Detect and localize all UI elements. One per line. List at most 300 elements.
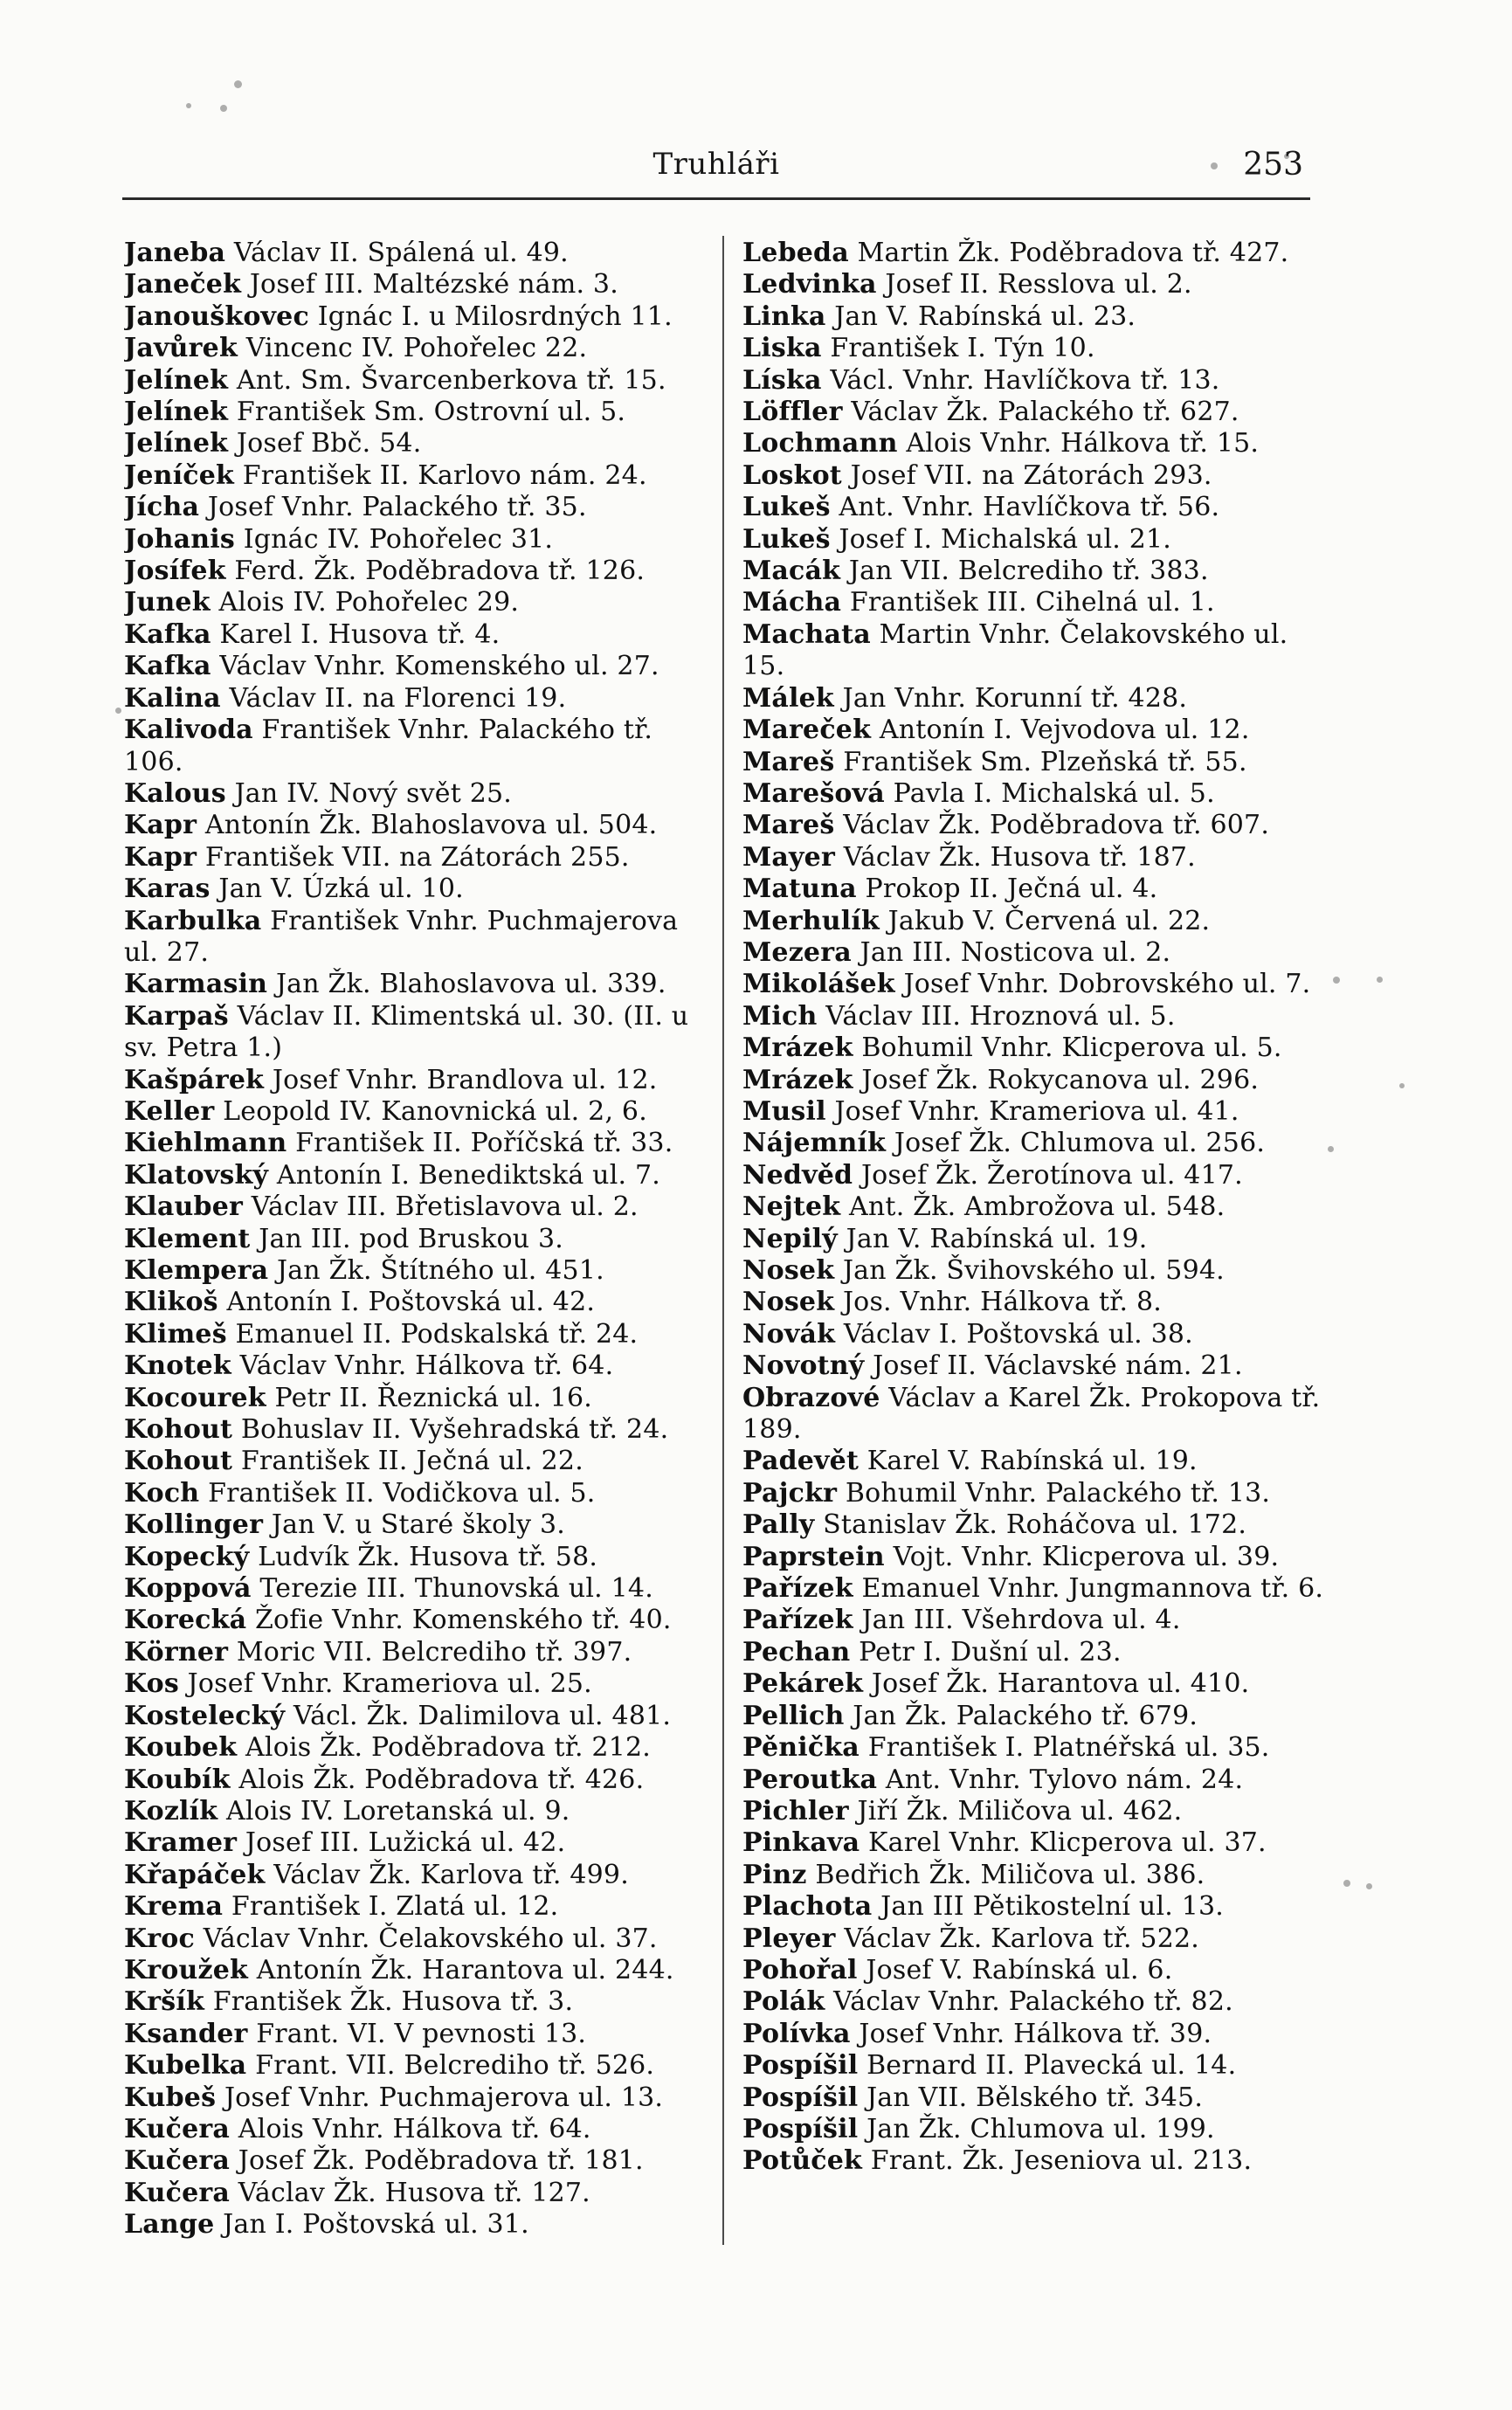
directory-entry	[742, 906, 1328, 937]
entry-address: František I. Týn 10.	[830, 333, 1095, 364]
entry-address: Ant. Vnhr. Tylovo nám. 24.	[885, 1764, 1244, 1795]
entry-surname: Klimeš	[124, 1318, 227, 1350]
directory-entry	[742, 1383, 1328, 1447]
entry-surname: Mrázek	[742, 1064, 853, 1095]
directory-entry	[742, 2145, 1328, 2177]
entry-surname: Mareš	[742, 810, 835, 841]
print-speck	[1333, 977, 1340, 984]
entry-surname: Merhulík	[742, 905, 880, 936]
right-column	[742, 238, 1328, 2247]
entry-surname: Ledvinka	[742, 269, 877, 300]
directory-entry	[742, 1191, 1328, 1223]
entry-address: Jan Žk. Chlumova ul. 199.	[866, 2113, 1215, 2144]
entry-surname: Pařízek	[742, 1605, 853, 1636]
entry-address: Josef Žk. Rokycanova ul. 296.	[861, 1064, 1260, 1095]
entry-address: Jan Žk. Palackého tř. 679.	[853, 1700, 1198, 1731]
directory-entry	[742, 1255, 1328, 1287]
directory-entry	[124, 238, 709, 269]
entry-surname: Kapr	[124, 810, 197, 841]
directory-entry	[124, 1350, 709, 1382]
directory-entry	[124, 842, 709, 874]
entry-surname: Körner	[124, 1636, 229, 1668]
directory-entry	[742, 715, 1328, 746]
entry-address: Jiří Žk. Miličova ul. 462.	[857, 1795, 1183, 1826]
entry-surname: Pechan	[742, 1636, 851, 1668]
directory-entry	[124, 2178, 709, 2209]
entry-address: Josef Žk. Harantova ul. 410.	[871, 1668, 1250, 1700]
page-header	[122, 140, 1310, 192]
entry-address: Ignác I. u Milosrdných 11.	[317, 300, 673, 332]
entry-surname: Mezera	[742, 936, 852, 968]
directory-entry	[742, 1096, 1328, 1128]
directory-entry	[124, 715, 709, 778]
entry-surname: Koubík	[124, 1764, 231, 1795]
directory-entry	[124, 1446, 709, 1477]
directory-entry	[742, 1065, 1328, 1096]
entry-address: Jan III. Všehrdova ul. 4.	[861, 1605, 1181, 1636]
entry-address: Martin Žk. Poděbradova tř. 427.	[857, 238, 1289, 268]
entry-surname: Pospíšil	[742, 2050, 859, 2082]
directory-entry	[124, 1701, 709, 1732]
directory-entry	[124, 492, 709, 523]
entry-surname: Kiehlmann	[124, 1128, 287, 1159]
entry-address: Jan I. Poštovská ul. 31.	[223, 2209, 529, 2241]
directory-entry	[742, 1827, 1328, 1859]
directory-entry	[742, 937, 1328, 969]
directory-entry	[124, 1509, 709, 1541]
entry-surname: Novotný	[742, 1350, 865, 1382]
entry-address: Karel I. Husova tř. 4.	[219, 618, 501, 650]
print-speck	[115, 708, 121, 714]
entry-surname: Peroutka	[742, 1764, 878, 1795]
entry-address: Václav Vnhr. Komenského ul. 27.	[219, 651, 659, 682]
entry-surname: Polák	[742, 1986, 825, 2018]
entry-surname: Potůček	[742, 2145, 862, 2177]
entry-surname: Lochmann	[742, 428, 898, 459]
entry-address: Žofie Vnhr. Komenského tř. 40.	[254, 1605, 672, 1636]
entry-surname: Matuna	[742, 874, 857, 905]
entry-surname: Janeček	[124, 269, 242, 300]
entry-address: Bohumil Vnhr. Palackého tř. 13.	[845, 1477, 1271, 1509]
print-speck	[1366, 1883, 1372, 1889]
directory-entry	[124, 1637, 709, 1668]
entry-address: Jan V. u Staré školy 3.	[271, 1509, 566, 1541]
entry-surname: Klauber	[124, 1191, 243, 1223]
directory-entry	[124, 2114, 709, 2145]
directory-entry	[124, 906, 709, 970]
entry-address: František VII. na Zátorách 255.	[204, 841, 630, 873]
directory-entry	[742, 1350, 1328, 1382]
entry-surname: Janeba	[124, 238, 226, 268]
directory-entry	[742, 1891, 1328, 1923]
entry-surname: Kubelka	[124, 2050, 247, 2082]
directory-entry	[124, 365, 709, 397]
directory-entry	[124, 1383, 709, 1414]
entry-address: Václav I. Poštovská ul. 38.	[843, 1318, 1193, 1350]
directory-entry	[742, 1287, 1328, 1318]
directory-entry	[742, 2019, 1328, 2050]
entry-surname: Pařízek	[742, 1573, 853, 1605]
entry-surname: Musil	[742, 1095, 826, 1127]
entry-surname: Kučera	[124, 2145, 231, 2177]
entry-address: Bohumil Vnhr. Klicperova ul. 5.	[861, 1032, 1282, 1064]
directory-entry	[124, 556, 709, 587]
page-number: 253	[1243, 147, 1303, 183]
directory-entry	[124, 1891, 709, 1923]
print-speck	[1377, 977, 1383, 983]
entry-surname: Marešová	[742, 777, 885, 809]
entry-address: Stanislav Žk. Roháčova ul. 172.	[823, 1509, 1247, 1541]
entry-address: Václav III. Hroznová ul. 5.	[825, 1000, 1176, 1032]
entry-surname: Nosek	[742, 1287, 835, 1318]
directory-entry	[742, 874, 1328, 905]
entry-surname: Lange	[124, 2209, 215, 2241]
entry-address: Josef II. Resslova ul. 2.	[885, 269, 1192, 300]
entry-surname: Pinkava	[742, 1827, 860, 1859]
entry-address: Václ. Žk. Dalimilova ul. 481.	[293, 1700, 672, 1731]
directory-entry	[124, 1573, 709, 1605]
directory-entry	[124, 428, 709, 459]
directory-entry	[742, 810, 1328, 841]
entry-surname: Nedvěd	[742, 1159, 853, 1191]
entry-address: Vincenc IV. Pohořelec 22.	[245, 333, 588, 364]
entry-address: Emanuel Vnhr. Jungmannova tř. 6.	[861, 1573, 1324, 1605]
entry-surname: Koppová	[124, 1573, 252, 1605]
directory-entry	[124, 1827, 709, 1859]
directory-entry	[742, 1986, 1328, 2018]
directory-entry	[742, 1637, 1328, 1668]
entry-address: Bedřich Žk. Miličova ul. 386.	[815, 1859, 1205, 1890]
entry-address: František II. Vodičkova ul. 5.	[208, 1477, 596, 1509]
entry-address: František Sm. Plzeňská tř. 55.	[843, 746, 1247, 777]
entry-address: Jan VII. Bělského tř. 345.	[866, 2082, 1204, 2113]
directory-entry	[124, 1224, 709, 1255]
entry-surname: Löffler	[742, 397, 843, 428]
entry-surname: Keller	[124, 1095, 215, 1127]
entry-surname: Mich	[742, 1000, 818, 1032]
entry-surname: Pospíšil	[742, 2082, 859, 2113]
entry-address: Josef Vnhr. Palackého tř. 35.	[207, 492, 587, 523]
entry-address: Václav II. Spálená ul. 49.	[233, 238, 569, 268]
directory-entry	[742, 238, 1328, 269]
entry-address: Vojt. Vnhr. Klicperova ul. 39.	[893, 1541, 1280, 1572]
entry-surname: Nejtek	[742, 1191, 841, 1223]
directory-entry	[742, 969, 1328, 1000]
directory-entry	[124, 1986, 709, 2018]
entry-address: Jan V. Úzká ul. 10.	[218, 874, 464, 905]
entry-surname: Kalous	[124, 777, 226, 809]
entry-surname: Pospíšil	[742, 2113, 859, 2144]
directory-entry	[742, 301, 1328, 333]
directory-entry	[124, 587, 709, 618]
directory-entry	[124, 333, 709, 364]
entry-address: Václ. Vnhr. Havlíčkova tř. 13.	[830, 364, 1220, 396]
directory-entry	[742, 1160, 1328, 1191]
directory-entry	[124, 1001, 709, 1065]
directory-entry	[124, 1287, 709, 1318]
entry-address: Prokop II. Ječná ul. 4.	[865, 874, 1158, 905]
directory-entry	[742, 1478, 1328, 1509]
entry-surname: Kašpárek	[124, 1064, 265, 1095]
directory-entry	[124, 1796, 709, 1827]
entry-address: Jan Žk. Švihovského ul. 594.	[842, 1255, 1225, 1286]
entry-surname: Karpaš	[124, 1000, 229, 1032]
entry-address: Josef Vnhr. Krameriova ul. 41.	[834, 1095, 1239, 1127]
print-speck	[1343, 1880, 1350, 1887]
directory-entry	[742, 1542, 1328, 1573]
entry-address: Frant. VI. V pevnosti 13.	[256, 2018, 587, 2049]
header-rule	[122, 197, 1310, 200]
entry-address: Jan III Pětikostelní ul. 13.	[880, 1891, 1225, 1923]
entry-surname: Kostelecký	[124, 1700, 286, 1731]
directory-entry	[124, 1732, 709, 1764]
entry-address: Josef Žk. Poděbradova tř. 181.	[238, 2145, 644, 2177]
directory-entry	[742, 397, 1328, 428]
entry-surname: Kršík	[124, 1986, 204, 2018]
entry-surname: Nepilý	[742, 1223, 838, 1254]
entry-address: Jan Žk. Štítného ul. 451.	[276, 1255, 604, 1286]
directory-entry	[124, 1668, 709, 1700]
directory-entry	[742, 1668, 1328, 1700]
directory-entry	[124, 1860, 709, 1891]
directory-entry	[124, 1478, 709, 1509]
entry-address: Jos. Vnhr. Hálkova tř. 8.	[842, 1287, 1162, 1318]
entry-address: František III. Cihelná ul. 1.	[849, 587, 1215, 618]
directory-entry	[742, 2114, 1328, 2145]
print-speck	[186, 103, 191, 108]
entry-address: Leopold IV. Kanovnická ul. 2, 6.	[223, 1095, 647, 1127]
entry-surname: Mrázek	[742, 1032, 853, 1064]
entry-address: Josef II. Václavské nám. 21.	[873, 1350, 1243, 1382]
entry-surname: Klikoš	[124, 1287, 218, 1318]
entry-surname: Novák	[742, 1318, 836, 1350]
directory-entry	[742, 1764, 1328, 1796]
entry-surname: Pellich	[742, 1700, 845, 1731]
directory-entry	[124, 460, 709, 492]
entry-surname: Jelínek	[124, 364, 229, 396]
directory-entry	[742, 1860, 1328, 1891]
directory-entry	[124, 301, 709, 333]
entry-address: Josef Žk. Žerotínova ul. 417.	[860, 1159, 1243, 1191]
directory-entry	[742, 1319, 1328, 1350]
entry-surname: Mikolášek	[742, 969, 895, 1000]
entry-address: František Vnhr. Puchmajerova ul. 27.	[124, 905, 679, 968]
entry-address: Antonín Žk. Harantova ul. 244.	[256, 1954, 674, 1985]
entry-address: Josef VII. na Zátorách 293.	[850, 459, 1212, 491]
entry-address: Václav a Karel Žk. Prokopova tř. 189.	[742, 1382, 1321, 1446]
entry-address: Antonín I. Vejvodova ul. 12.	[879, 715, 1250, 746]
entry-address: Alois Vnhr. Hálkova tř. 15.	[906, 428, 1260, 459]
directory-entry	[124, 1605, 709, 1636]
entry-surname: Pekárek	[742, 1668, 864, 1700]
entry-address: František Vnhr. Palackého tř. 106.	[124, 715, 653, 777]
directory-entry	[742, 1509, 1328, 1541]
entry-address: Václav Žk. Palackého tř. 627.	[851, 397, 1239, 428]
entry-address: Antonín I. Poštovská ul. 42.	[226, 1287, 596, 1318]
entry-address: Václav III. Břetislavova ul. 2.	[251, 1191, 639, 1223]
directory-entry	[124, 1923, 709, 1955]
entry-address: Josef Vnhr. Brandlova ul. 12.	[272, 1064, 658, 1095]
entry-address: Ferd. Žk. Poděbradova tř. 126.	[234, 556, 646, 587]
entry-surname: Kroužek	[124, 1954, 249, 1985]
entry-address: František I. Zlatá ul. 12.	[231, 1891, 559, 1923]
directory-entry	[742, 556, 1328, 587]
directory-entry	[742, 747, 1328, 778]
entry-address: František Sm. Ostrovní ul. 5.	[236, 397, 626, 428]
entry-address: Josef V. Rabínská ul. 6.	[866, 1954, 1173, 1985]
entry-address: František II. Poříčská tř. 33.	[295, 1128, 673, 1159]
entry-surname: Jícha	[124, 492, 200, 523]
entry-address: Bernard II. Plavecká ul. 14.	[866, 2050, 1237, 2082]
entry-surname: Kos	[124, 1668, 179, 1700]
entry-surname: Kubeš	[124, 2082, 217, 2113]
entry-address: Ant. Sm. Švarcenberkova tř. 15.	[236, 364, 666, 396]
entry-surname: Kocourek	[124, 1382, 266, 1413]
directory-entry	[124, 397, 709, 428]
entry-surname: Obrazové	[742, 1382, 880, 1413]
directory-entry	[742, 365, 1328, 397]
entry-address: Alois Žk. Poděbradova tř. 426.	[238, 1764, 645, 1795]
entry-address: Antonín Žk. Blahoslavova ul. 504.	[204, 810, 658, 841]
entry-address: Ant. Vnhr. Havlíčkova tř. 56.	[839, 492, 1220, 523]
entry-address: Frant. Žk. Jeseniova ul. 213.	[870, 2145, 1253, 2177]
entry-address: Alois Vnhr. Hálkova tř. 64.	[238, 2113, 591, 2144]
directory-entry	[124, 2019, 709, 2050]
entry-address: František I. Platnéřská ul. 35.	[867, 1732, 1270, 1764]
entry-address: Josef Bbč. 54.	[236, 428, 422, 459]
directory-entry	[124, 1160, 709, 1191]
entry-surname: Karmasin	[124, 969, 268, 1000]
entry-address: Moric VII. Belcrediho tř. 397.	[236, 1636, 632, 1668]
entry-address: Václav Žk. Karlova tř. 522.	[844, 1923, 1200, 1954]
entry-surname: Karas	[124, 874, 211, 905]
entry-surname: Kroc	[124, 1923, 195, 1954]
entry-address: Frant. VII. Belcrediho tř. 526.	[255, 2050, 655, 2082]
entry-surname: Kohout	[124, 1414, 233, 1446]
directory-entry	[124, 1414, 709, 1446]
entry-surname: Nájemník	[742, 1128, 887, 1159]
directory-entry	[742, 2050, 1328, 2082]
entry-surname: Plachota	[742, 1891, 873, 1923]
directory-entry	[124, 2050, 709, 2082]
entry-surname: Lebeda	[742, 238, 849, 268]
entry-address: Jan V. Rabínská ul. 19.	[846, 1223, 1148, 1254]
entry-surname: Kučera	[124, 2113, 231, 2144]
entry-surname: Mareček	[742, 715, 872, 746]
entry-address: Josef Vnhr. Krameriova ul. 25.	[187, 1668, 592, 1700]
entry-address: Petr I. Dušní ul. 23.	[859, 1636, 1122, 1668]
entry-address: Václav Žk. Poděbradova tř. 607.	[843, 810, 1270, 841]
entry-address: Alois IV. Loretanská ul. 9.	[226, 1795, 570, 1826]
directory-entry	[124, 2082, 709, 2114]
entry-address: Josef III. Maltézské nám. 3.	[249, 269, 618, 300]
directory-entry	[124, 1955, 709, 1986]
entry-surname: Junek	[124, 587, 211, 618]
directory-entry	[742, 683, 1328, 715]
entry-address: Jan V. Rabínská ul. 23.	[834, 300, 1136, 332]
entry-address: Antonín I. Benediktská ul. 7.	[276, 1159, 660, 1191]
entry-surname: Macák	[742, 556, 841, 587]
entry-surname: Kollinger	[124, 1509, 264, 1541]
entry-surname: Janouškovec	[124, 300, 309, 332]
entry-address: Terezie III. Thunovská ul. 14.	[259, 1573, 653, 1605]
directory-entry	[124, 1065, 709, 1096]
entry-address: Václav Vnhr. Hálkova tř. 64.	[239, 1350, 614, 1382]
entry-address: Josef Vnhr. Puchmajerova ul. 13.	[224, 2082, 664, 2113]
entry-surname: Pohořal	[742, 1954, 858, 1985]
directory-entry	[124, 2209, 709, 2241]
directory-entry	[124, 778, 709, 810]
entry-surname: Mareš	[742, 746, 835, 777]
directory-entry	[742, 1732, 1328, 1764]
entry-address: Václav Žk. Husova tř. 127.	[238, 2177, 590, 2208]
entry-address: Jan Vnhr. Korunní tř. 428.	[842, 682, 1188, 714]
entry-address: Jan Žk. Blahoslavova ul. 339.	[275, 969, 666, 1000]
entry-address: Václav II. Klimentská ul. 30. (II. u sv. Petra 1.)	[124, 1000, 689, 1064]
print-speck	[1399, 1083, 1405, 1088]
entry-surname: Kalina	[124, 682, 221, 714]
entry-address: František II. Ječná ul. 22.	[240, 1446, 583, 1477]
entry-surname: Kopecký	[124, 1541, 250, 1572]
entry-surname: Kafka	[124, 618, 211, 650]
entry-surname: Jelínek	[124, 428, 229, 459]
entry-address: Václav Žk. Husova tř. 187.	[843, 841, 1196, 873]
entry-address: Alois IV. Pohořelec 29.	[218, 587, 520, 618]
entry-surname: Ksander	[124, 2018, 248, 2049]
directory-entry	[124, 683, 709, 715]
entry-surname: Korecká	[124, 1605, 247, 1636]
entry-surname: Kozlík	[124, 1795, 218, 1826]
entry-surname: Kapr	[124, 841, 197, 873]
entry-address: Pavla I. Michalská ul. 5.	[893, 777, 1215, 809]
directory-entry	[742, 1955, 1328, 1986]
entry-address: Josef I. Michalská ul. 21.	[839, 523, 1172, 555]
entry-surname: Johanis	[124, 523, 235, 555]
entry-address: Emanuel II. Podskalská tř. 24.	[235, 1318, 639, 1350]
entry-address: Ant. Žk. Ambrožova ul. 548.	[849, 1191, 1225, 1223]
entry-surname: Knotek	[124, 1350, 231, 1382]
entry-surname: Pichler	[742, 1795, 849, 1826]
directory-entry	[742, 1224, 1328, 1255]
directory-entry	[124, 874, 709, 905]
entry-surname: Koubek	[124, 1732, 238, 1764]
entry-surname: Pally	[742, 1509, 815, 1541]
entry-surname: Pinz	[742, 1859, 807, 1890]
directory-entry	[124, 269, 709, 300]
directory-entry	[124, 619, 709, 651]
print-speck	[1328, 1146, 1334, 1152]
entry-surname: Křapáček	[124, 1859, 266, 1890]
directory-entry	[742, 619, 1328, 683]
entry-address: Václav II. na Florenci 19.	[229, 682, 567, 714]
entry-address: Václav Vnhr. Palackého tř. 82.	[833, 1986, 1233, 2018]
directory-entry	[742, 1032, 1328, 1064]
entry-address: Václav Žk. Karlova tř. 499.	[273, 1859, 629, 1890]
directory-entry	[742, 333, 1328, 364]
entry-surname: Josífek	[124, 556, 226, 587]
left-column	[124, 238, 709, 2247]
entry-surname: Líska	[742, 364, 822, 396]
directory-entry	[742, 524, 1328, 556]
entry-surname: Pajckr	[742, 1477, 838, 1509]
entry-address: Jan III. Nosticova ul. 2.	[860, 936, 1171, 968]
entry-surname: Lukeš	[742, 492, 831, 523]
entry-address: Josef Vnhr. Hálkova tř. 39.	[859, 2018, 1212, 2049]
entry-address: Jan VII. Belcrediho tř. 383.	[848, 556, 1209, 587]
entry-surname: Kalivoda	[124, 715, 253, 746]
directory-entry	[124, 651, 709, 682]
directory-entry	[124, 969, 709, 1000]
